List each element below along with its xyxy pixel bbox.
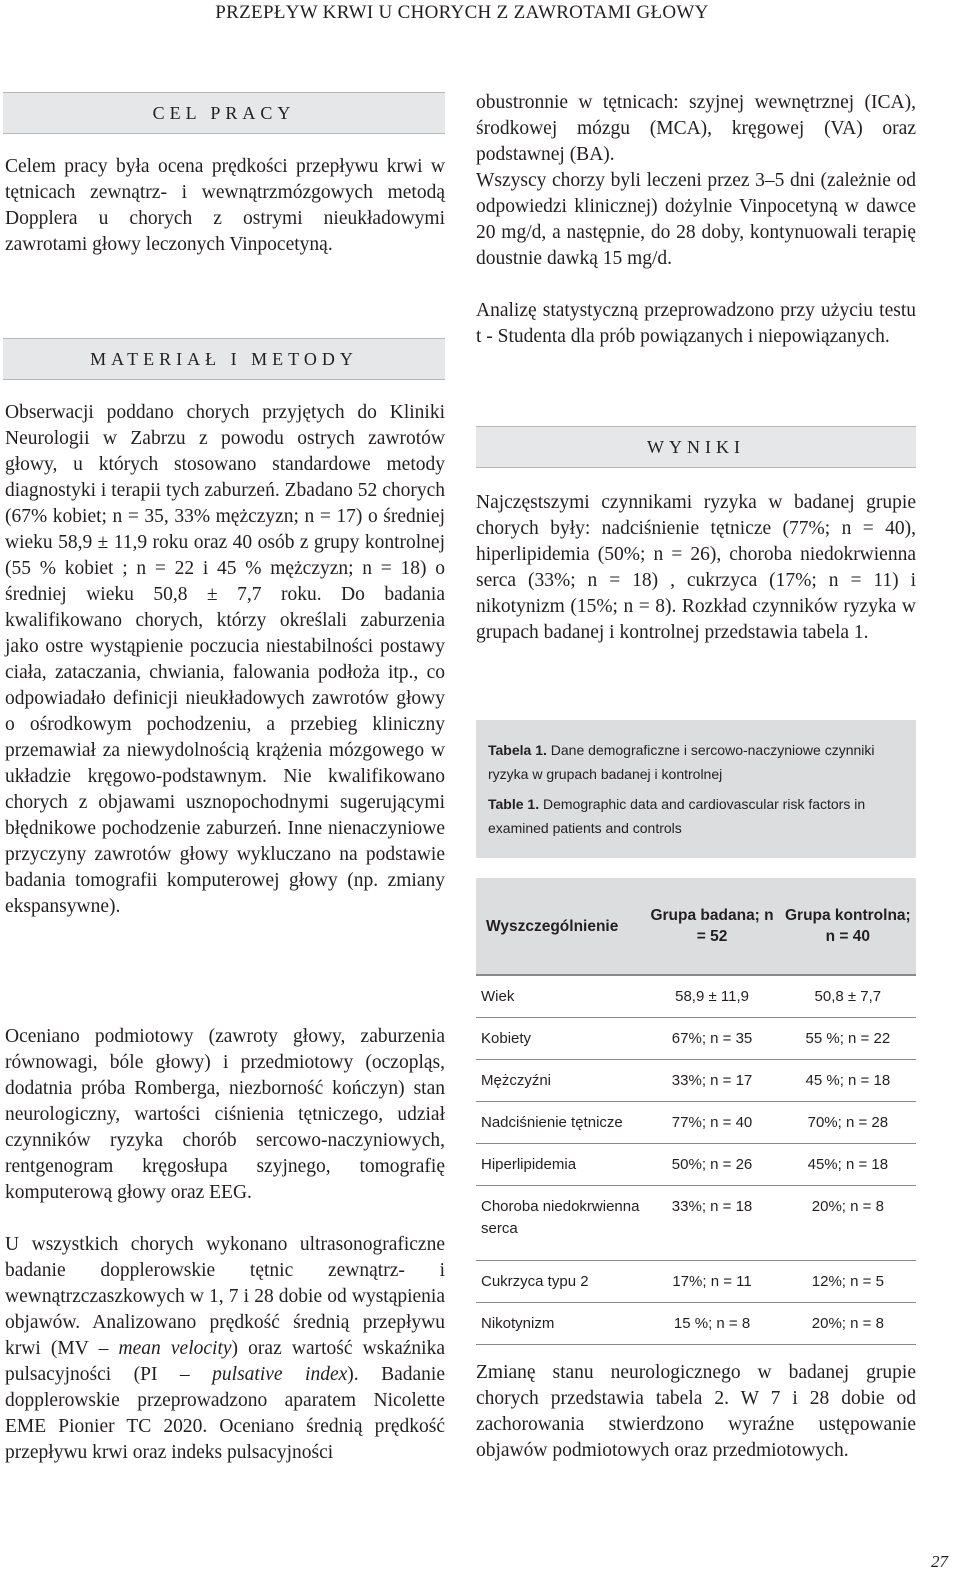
table-row	[476, 1102, 916, 1144]
table-cell: 67%; n = 35	[644, 1018, 779, 1060]
table-cell: 77%; n = 40	[644, 1102, 779, 1144]
page-number: 27	[931, 1552, 948, 1571]
table-row	[476, 975, 916, 1018]
table-row	[476, 1060, 916, 1102]
table-row	[476, 1018, 916, 1060]
column-header: Grupa badana; n = 52	[650, 907, 774, 945]
material-metody-r2: Wszyscy chorzy byli leczeni przez 3–5 dni (zależnie od odpowiedzi klinicznej) dożylnie Vinpocetyną w dawce 20 mg/d, a następnie, do 28 doby, kontynuowali terapię doustnie dawką 15 mg/d.	[476, 170, 916, 269]
section-heading-wyniki: WYNIKI	[476, 426, 916, 468]
table-row	[476, 1303, 916, 1345]
material-metody-r1: obustronnie w tętnicach: szyjnej wewnętrznej (ICA), środkowej mózgu (MCA), kręgowej (VA) oraz podstawnej (BA).	[476, 92, 916, 165]
table-cell: Cukrzyca typu 2	[476, 1261, 644, 1303]
pulsative-index-term: pulsative index	[212, 1364, 348, 1385]
table-cell: Kobiety	[476, 1018, 644, 1060]
table-cell: 50%; n = 26	[644, 1144, 779, 1186]
section-heading-cel-pracy: CEL PRACY	[3, 92, 445, 134]
table-header-row	[476, 878, 916, 975]
table-cell: 20%; n = 8	[780, 1303, 916, 1345]
table1-caption	[476, 720, 916, 858]
table-cell: Nadciśnienie tętnicze	[476, 1102, 644, 1144]
table-cell: 12%; n = 5	[780, 1261, 916, 1303]
column-header: Wyszczególnienie	[486, 917, 619, 935]
table-cell: 33%; n = 18	[644, 1186, 779, 1261]
table-cell: 33%; n = 17	[644, 1060, 779, 1102]
table-cell: 70%; n = 28	[780, 1102, 916, 1144]
table-cell: Wiek	[476, 975, 644, 1018]
table1	[476, 878, 916, 1345]
table-cell: 45 %; n = 18	[780, 1060, 916, 1102]
section-heading-material-metody: MATERIAŁ I METODY	[3, 338, 445, 380]
mean-velocity-term: mean velocity	[118, 1338, 232, 1359]
wyniki-p1: Najczęstszymi czynnikami ryzyka w badanej grupie chorych były: nadciśnienie tętnicze (77%; n = 40), hiperlipidemia (50%; n = 26), choroba niedokrwienna serca (33%; n = 18) , cukrzyca (17%; n = 11) i nikotynizm (15%; n = 8). Rozkład czynników ryzyka w grupach badanej i kontrolnej przedstawia tabela 1.	[476, 492, 916, 643]
cel-pracy-text: Celem pracy była ocena prędkości przepływu krwi w tętnicach zewnątrz- i wewnątrzmózgowych metodą Dopplera u chorych z ostrymi nieukładowymi zawrotami głowy leczonych Vinpocetyną.	[5, 156, 445, 255]
table-cell: 15 %; n = 8	[644, 1303, 779, 1345]
table-cell: Nikotynizm	[476, 1303, 644, 1345]
table-cell: 17%; n = 11	[644, 1261, 779, 1303]
table-row	[476, 1144, 916, 1186]
table-cell: 55 %; n = 22	[780, 1018, 916, 1060]
running-header: PRZEPŁYW KRWI U CHORYCH Z ZAWROTAMI GŁOWY	[215, 2, 709, 23]
material-metody-p1: Obserwacji poddano chorych przyjętych do Kliniki Neurologii w Zabrzu z powodu ostrych zawrotów głowy, u których stosowano standardowe metody diagnostyki i terapii tych zaburzeń. Zbadano 52 chorych (67% kobiet; n = 35, 33% mężczyzn; n = 17) o średniej wieku 58,9 ± 11,9 roku oraz 40 osób z grupy kontrolnej (55 % kobiet ; n = 22 i 45 % mężczyzn; n = 18) o średniej wieku 50,8 ± 7,7 roku. Do badania kwalifikowano chorych, którzy określali zaburzenia jako ostre wystąpienie poczucia niestabilności postawy ciała, zataczania, chwiania, falowania podłoża itp., co odpowiadało definicji nieukładowych zawrotów głowy o ośrodkowym pochodzeniu, a przebieg kliniczny przemawiał za niewydolnością krążenia mózgowego w układzie kręgowo-podstawnym. Nie kwalifikowano chorych z objawami usznopochodnymi sugerującymi błędnikowe pochodzenie zaburzeń. Inne nienaczyniowe przyczyny zawrotów głowy wykluczano na podstawie badania tomografii komputerowej głowy (np. zmiany ekspansywne).	[5, 402, 445, 917]
table-cell: 58,9 ± 11,9	[644, 975, 779, 1018]
material-metody-p2: Oceniano podmiotowy (zawroty głowy, zaburzenia równowagi, bóle głowy) i przedmiotowy (oczopląs, dodatnia próba Romberga, niezborność kończyn) stan neurologiczny, wartości ciśnienia tętniczego, udział czynników ryzyka chorób sercowo-naczyniowych, rentgenogram kręgosłupa szyjnego, tomografię komputerową głowy oraz EEG.	[5, 1026, 445, 1203]
material-metody-r3: Analizę statystyczną przeprowadzono przy użyciu testu t - Studenta dla prób powiązanych i niepowiązanych.	[476, 300, 916, 347]
wyniki-p2: Zmianę stanu neurologicznego w badanej grupie chorych przedstawia tabela 2. W 7 i 28 dobie od zachorowania stwierdzono wyraźne ustępowanie objawów podmiotowych oraz przedmiotowych.	[476, 1362, 916, 1461]
table-cell: Mężczyźni	[476, 1060, 644, 1102]
column-header: Grupa kontrolna; n = 40	[784, 907, 911, 945]
table-cell: 45%; n = 18	[780, 1144, 916, 1186]
table-row	[476, 1261, 916, 1303]
table-cell: Choroba niedokrwienna serca	[476, 1186, 644, 1261]
table1-caption-pl: Tabela 1. Dane demograficzne i sercowo-naczyniowe czynniki ryzyka w grupach badanej i kontrolnej	[488, 742, 875, 782]
table-cell: Hiperlipidemia	[476, 1144, 644, 1186]
table-row	[476, 1186, 916, 1261]
table-cell: 20%; n = 8	[780, 1186, 916, 1261]
material-metody-p3: U wszystkich chorych wykonano ultrasonograficzne badanie dopplerowskie tętnic zewnątrz- i wewnątrzczaszkowych w 1, 7 i 28 dobie od wystąpienia objawów. Analizowano prędkość średnią przepływu krwi (MV – mean velocity) oraz wartość wskaźnika pulsacyjności (PI – pulsative index). Badanie dopplerowskie przeprowadzono aparatem Nicolette EME Pionier TC 2020. Oceniano średnią prędkość przepływu krwi oraz indeks pulsacyjności	[5, 1234, 445, 1463]
table1-caption-en: Table 1. Demographic data and cardiovascular risk factors in examined patients and controls	[488, 796, 866, 836]
table-cell: 50,8 ± 7,7	[780, 975, 916, 1018]
